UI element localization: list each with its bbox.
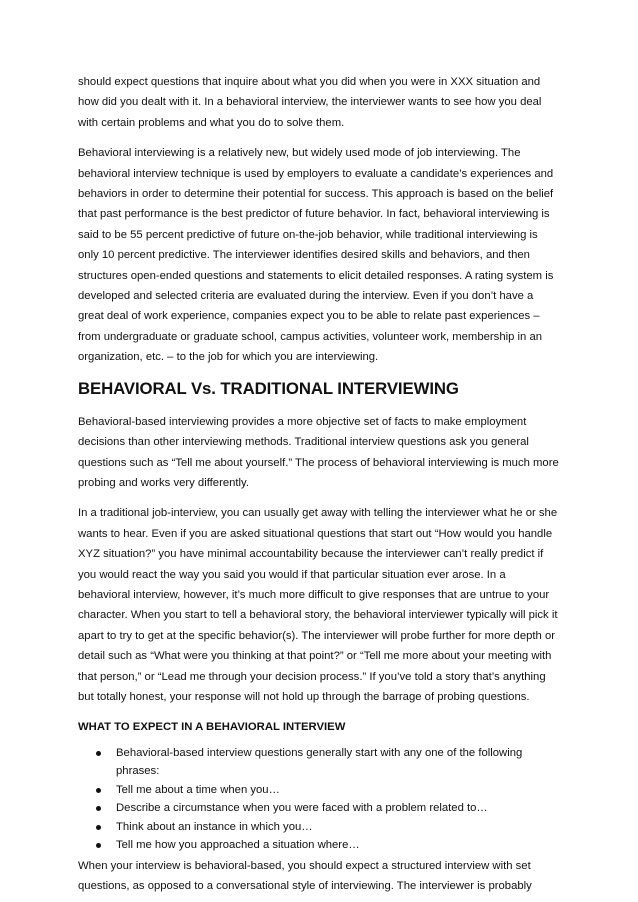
list-item-text: Behavioral-based interview questions generally start with any one of the following phrases: (116, 747, 523, 777)
bullet-icon (96, 788, 101, 793)
paragraph-comparison: Behavioral-based interviewing provides a more objective set of facts to make employment decisions than other interviewing methods. Traditional interview questions ask you general questions such as “Tell me about yourself.” The process of behavioral interviewing is much more probing and works very differently. (78, 415, 559, 489)
paragraph-traditional-interview: In a traditional job-interview, you can usually get away with telling the interviewer what he or she wants to hear. Even if you are asked situational questions that start out “How would you handle XYZ situation?” you have minimal accountability because the interviewer can’t really predict if you would react the way you said you would if that particular situation ever arose. In a behavioral interview, however, it’s much more difficult to give responses that are untrue to your character. When you start to tell a behavioral story, the behavioral interviewer typically will pick it apart to try to get at the specific behavior(s). The interviewer will probe further for more depth or detail such as “What were you thinking at that point?” or “Tell me more about your meeting with that person,” or “Lead me through your decision process.” If you’ve told a story that’s anything but totally honest, your response will not hold up through the barrage of probing questions. (78, 507, 558, 703)
bullet-icon (96, 806, 101, 811)
bullet-icon (96, 843, 101, 848)
paragraph-structured-interview: When your interview is behavioral-based, you should expect a structured interview with set questions, as opposed to a conversational style of interviewing. The interviewer is probably (78, 859, 532, 893)
list-item (96, 782, 560, 800)
list-item (96, 819, 560, 837)
list-item (96, 837, 560, 855)
section-heading: BEHAVIORAL Vs. TRADITIONAL INTERVIEWING (78, 378, 459, 398)
bullet-icon (96, 751, 101, 756)
bullet-icon (96, 825, 101, 830)
paragraph-intro-continued: should expect questions that inquire about what you did when you were in XXX situation and how did you dealt with it. In a behavioral interview, the interviewer wants to see how you deal with certain problems and what you do to solve them. (78, 76, 542, 129)
list-item-text: Describe a circumstance when you were faced with a problem related to… (116, 802, 488, 815)
paragraph-behavioral-definition: Behavioral interviewing is a relatively new, but widely used mode of job interviewing. The behavioral interview technique is used by employers to evaluate a candidate’s experiences and behaviors in order to determine their potential for success. This approach is based on the belief that past performance is the best predictor of future behavior. In fact, behavioral interviewing is said to be 55 percent predictive of future on-the-job behavior, while traditional interviewing is only 10 percent predictive. The interviewer identifies desired skills and behaviors, and then structures open-ended questions and statements to elicit detailed responses. A rating system is developed and selected criteria are evaluated during the interview. Even if you don’t have a great deal of work experience, companies expect you to be able to relate past experiences – from undergraduate or graduate school, campus activities, volunteer work, membership in an organization, etc. – to the job for which you are interviewing. (78, 147, 554, 364)
subsection-heading: WHAT TO EXPECT IN A BEHAVIORAL INTERVIEW (78, 721, 346, 734)
document-page (78, 72, 560, 897)
list-item (96, 745, 560, 780)
list-item (96, 800, 560, 818)
list-item-text: Think about an instance in which you… (116, 820, 313, 833)
list-item-text: Tell me how you approached a situation where… (116, 839, 360, 852)
list-item-text: Tell me about a time when you… (116, 783, 280, 796)
bullet-list (78, 745, 560, 855)
